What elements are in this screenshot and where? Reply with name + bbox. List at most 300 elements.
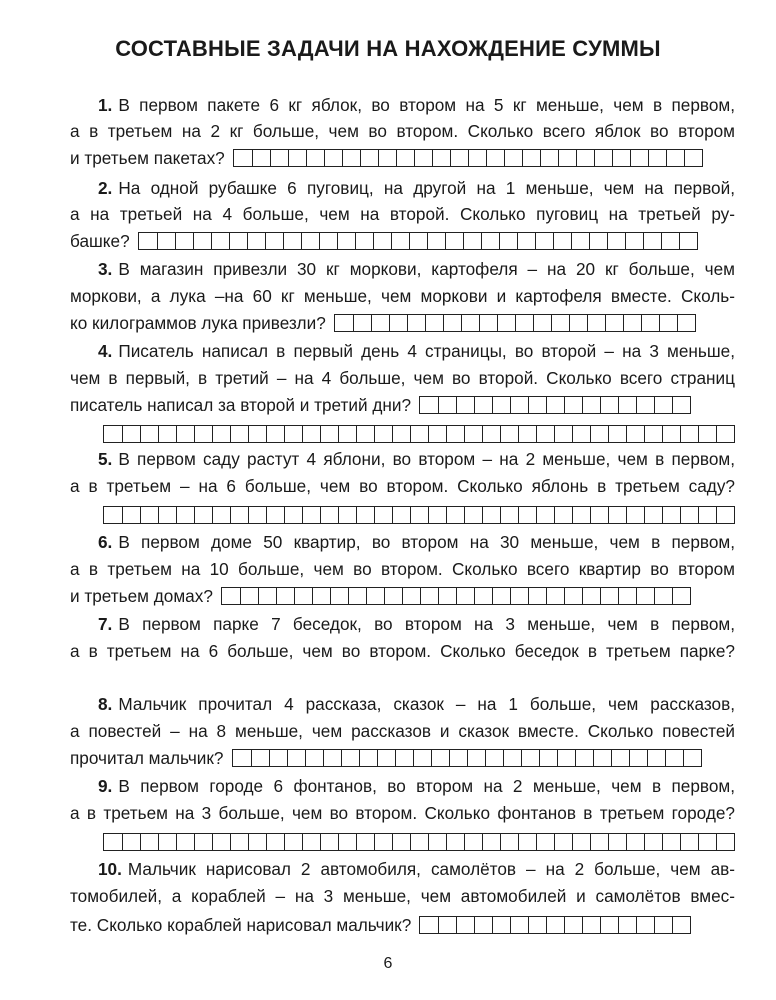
answer-cell[interactable] — [456, 917, 474, 933]
answer-cell[interactable] — [377, 750, 395, 766]
answer-cell[interactable] — [474, 397, 492, 413]
answer-cell[interactable] — [510, 397, 528, 413]
answer-cell[interactable] — [528, 397, 546, 413]
answer-cell[interactable] — [536, 507, 554, 523]
answer-cell[interactable] — [212, 834, 230, 850]
answer-cell[interactable] — [533, 315, 551, 331]
answer-cell[interactable] — [176, 834, 194, 850]
answer-cell[interactable] — [644, 834, 662, 850]
answer-cell[interactable] — [258, 588, 276, 604]
answer-cell[interactable] — [521, 750, 539, 766]
answer-cell[interactable] — [266, 507, 284, 523]
problem-3-line-3 — [70, 310, 735, 336]
answer-cell[interactable] — [312, 588, 330, 604]
answer-cell[interactable] — [269, 750, 287, 766]
answer-cell[interactable] — [536, 834, 554, 850]
answer-cell[interactable] — [464, 834, 482, 850]
answer-cell[interactable] — [572, 834, 590, 850]
problem-8-text-2: а повестей – на 8 меньше, чем рассказов и сказок вместе. Сколько повестей — [70, 721, 735, 741]
answer-cell[interactable] — [420, 917, 438, 933]
answer-cell[interactable] — [672, 588, 690, 604]
answer-cell[interactable] — [564, 917, 582, 933]
answer-cell[interactable] — [414, 150, 432, 166]
answer-cell[interactable] — [569, 315, 587, 331]
problem-7-text-1: В первом парке 7 беседок, во втором на 3 меньше, чем в первом, — [118, 614, 735, 634]
answer-cell[interactable] — [600, 397, 618, 413]
problem-4-text-3: писатель написал за второй и третий дни? — [70, 395, 412, 415]
answer-cell[interactable] — [265, 233, 283, 249]
answer-cell[interactable] — [284, 507, 302, 523]
answer-cell[interactable] — [500, 834, 518, 850]
answer-cell[interactable] — [251, 750, 269, 766]
answer-cell[interactable] — [605, 315, 623, 331]
answer-cell[interactable] — [338, 426, 356, 442]
answer-cell[interactable] — [194, 507, 212, 523]
answer-cell[interactable] — [407, 315, 425, 331]
answer-cell[interactable] — [535, 233, 553, 249]
answer-cell[interactable] — [482, 834, 500, 850]
answer-cell[interactable] — [607, 233, 625, 249]
answer-cell[interactable] — [546, 917, 564, 933]
answer-cell[interactable] — [428, 426, 446, 442]
answer-cell[interactable] — [540, 150, 558, 166]
answer-grid[interactable] — [334, 314, 696, 332]
answer-cell[interactable] — [446, 507, 464, 523]
answer-cell[interactable] — [680, 834, 698, 850]
answer-cell[interactable] — [553, 233, 571, 249]
answer-cell[interactable] — [302, 834, 320, 850]
answer-cell[interactable] — [504, 150, 522, 166]
answer-cell[interactable] — [672, 917, 690, 933]
answer-cell[interactable] — [302, 426, 320, 442]
answer-cell[interactable] — [716, 507, 734, 523]
answer-cell[interactable] — [464, 507, 482, 523]
answer-cell[interactable] — [510, 917, 528, 933]
problem-4-line-3 — [70, 392, 735, 418]
answer-cell[interactable] — [359, 750, 377, 766]
answer-cell[interactable] — [140, 426, 158, 442]
answer-cell[interactable] — [233, 750, 251, 766]
problem-8-line-3 — [70, 745, 735, 771]
answer-cell[interactable] — [600, 917, 618, 933]
problem-4-number: 4. — [98, 341, 113, 361]
answer-cell[interactable] — [431, 750, 449, 766]
answer-cell[interactable] — [492, 397, 510, 413]
answer-cell[interactable] — [230, 426, 248, 442]
answer-cell[interactable] — [698, 507, 716, 523]
answer-cell[interactable] — [500, 426, 518, 442]
answer-cell[interactable] — [587, 315, 605, 331]
answer-cell[interactable] — [482, 426, 500, 442]
answer-cell[interactable] — [672, 397, 690, 413]
answer-cell[interactable] — [384, 588, 402, 604]
answer-grid[interactable] — [221, 587, 691, 605]
problem-1-text-1: В первом пакете 6 кг яблок, во втором на 5 кг меньше, чем в первом, — [118, 95, 735, 115]
answer-cell[interactable] — [467, 750, 485, 766]
answer-cell[interactable] — [320, 834, 338, 850]
answer-cell[interactable] — [600, 588, 618, 604]
answer-cell[interactable] — [536, 426, 554, 442]
answer-cell[interactable] — [287, 750, 305, 766]
answer-cell[interactable] — [194, 834, 212, 850]
answer-cell[interactable] — [575, 750, 593, 766]
answer-cell[interactable] — [234, 150, 252, 166]
problem-1-number: 1. — [98, 95, 113, 115]
answer-cell[interactable] — [211, 233, 229, 249]
answer-cell[interactable] — [392, 426, 410, 442]
answer-cell[interactable] — [319, 233, 337, 249]
answer-cell[interactable] — [554, 507, 572, 523]
answer-cell[interactable] — [139, 233, 157, 249]
answer-cell[interactable] — [157, 233, 175, 249]
answer-cell[interactable] — [618, 397, 636, 413]
answer-cell[interactable] — [680, 507, 698, 523]
answer-cell[interactable] — [176, 507, 194, 523]
answer-cell[interactable] — [432, 150, 450, 166]
answer-cell[interactable] — [446, 426, 464, 442]
answer-cell[interactable] — [594, 150, 612, 166]
answer-cell[interactable] — [554, 426, 572, 442]
answer-cell[interactable] — [464, 426, 482, 442]
answer-cell[interactable] — [557, 750, 575, 766]
answer-cell[interactable] — [479, 315, 497, 331]
answer-cell[interactable] — [389, 315, 407, 331]
answer-cell[interactable] — [608, 507, 626, 523]
answer-cell[interactable] — [551, 315, 569, 331]
answer-cell[interactable] — [371, 315, 389, 331]
answer-cell[interactable] — [554, 834, 572, 850]
answer-cell[interactable] — [302, 507, 320, 523]
answer-cell[interactable] — [572, 426, 590, 442]
answer-cell[interactable] — [438, 917, 456, 933]
answer-cell[interactable] — [266, 834, 284, 850]
answer-grid-row — [103, 833, 735, 851]
answer-cell[interactable] — [353, 315, 371, 331]
answer-cell[interactable] — [485, 750, 503, 766]
answer-cell[interactable] — [392, 834, 410, 850]
answer-cell[interactable] — [240, 588, 258, 604]
answer-cell[interactable] — [276, 588, 294, 604]
answer-cell[interactable] — [576, 150, 594, 166]
answer-cell[interactable] — [420, 397, 438, 413]
answer-cell[interactable] — [446, 834, 464, 850]
answer-cell[interactable] — [636, 917, 654, 933]
answer-cell[interactable] — [391, 233, 409, 249]
answer-cell[interactable] — [428, 834, 446, 850]
answer-cell[interactable] — [518, 834, 536, 850]
answer-cell[interactable] — [636, 588, 654, 604]
answer-cell[interactable] — [666, 150, 684, 166]
answer-cell[interactable] — [335, 315, 353, 331]
answer-cell[interactable] — [194, 426, 212, 442]
answer-cell[interactable] — [558, 150, 576, 166]
answer-cell[interactable] — [528, 917, 546, 933]
problem-2-line-1 — [70, 175, 735, 201]
answer-cell[interactable] — [427, 233, 445, 249]
answer-cell[interactable] — [582, 588, 600, 604]
answer-cell[interactable] — [252, 150, 270, 166]
answer-cell[interactable] — [698, 834, 716, 850]
answer-grid[interactable] — [138, 232, 698, 250]
answer-cell[interactable] — [486, 150, 504, 166]
answer-cell[interactable] — [641, 315, 659, 331]
answer-cell[interactable] — [402, 588, 420, 604]
answer-cell[interactable] — [665, 750, 683, 766]
answer-cell[interactable] — [438, 397, 456, 413]
answer-cell[interactable] — [392, 507, 410, 523]
answer-cell[interactable] — [425, 315, 443, 331]
answer-cell[interactable] — [374, 507, 392, 523]
answer-cell[interactable] — [443, 315, 461, 331]
problem-10-text-1: Мальчик нарисовал 2 автомобиля, самолётов – на 2 больше, чем ав- — [127, 859, 735, 879]
answer-cell[interactable] — [625, 233, 643, 249]
answer-cell[interactable] — [342, 150, 360, 166]
answer-cell[interactable] — [571, 233, 589, 249]
answer-cell[interactable] — [104, 426, 122, 442]
answer-cell[interactable] — [716, 834, 734, 850]
answer-cell[interactable] — [654, 588, 672, 604]
answer-grid[interactable] — [419, 396, 691, 414]
answer-cell[interactable] — [284, 426, 302, 442]
answer-grid[interactable] — [232, 749, 702, 767]
answer-cell[interactable] — [270, 150, 288, 166]
answer-cell[interactable] — [175, 233, 193, 249]
answer-cell[interactable] — [305, 750, 323, 766]
answer-cell[interactable] — [140, 507, 158, 523]
answer-cell[interactable] — [648, 150, 666, 166]
answer-cell[interactable] — [413, 750, 431, 766]
answer-cell[interactable] — [410, 426, 428, 442]
answer-cell[interactable] — [647, 750, 665, 766]
answer-cell[interactable] — [590, 834, 608, 850]
answer-cell[interactable] — [378, 150, 396, 166]
answer-cell[interactable] — [320, 426, 338, 442]
answer-cell[interactable] — [482, 507, 500, 523]
problem-2-text-3: башке? — [70, 231, 130, 251]
answer-cell[interactable] — [680, 426, 698, 442]
answer-cell[interactable] — [497, 315, 515, 331]
answer-cell[interactable] — [463, 233, 481, 249]
answer-cell[interactable] — [355, 233, 373, 249]
answer-cell[interactable] — [492, 588, 510, 604]
answer-cell[interactable] — [593, 750, 611, 766]
problem-7-number: 7. — [98, 614, 113, 634]
problem-9-text-1: В первом городе 6 фонтанов, во втором на 2 меньше, чем в первом, — [118, 776, 735, 796]
answer-cell[interactable] — [330, 588, 348, 604]
answer-cell[interactable] — [140, 834, 158, 850]
problem-1-line-1 — [70, 92, 735, 118]
answer-cell[interactable] — [654, 917, 672, 933]
answer-cell[interactable] — [356, 507, 374, 523]
answer-cell[interactable] — [306, 150, 324, 166]
answer-cell[interactable] — [324, 150, 342, 166]
answer-cell[interactable] — [341, 750, 359, 766]
answer-cell[interactable] — [158, 507, 176, 523]
problem-6-number: 6. — [98, 532, 113, 552]
answer-cell[interactable] — [222, 588, 240, 604]
answer-cell[interactable] — [474, 917, 492, 933]
answer-cell[interactable] — [338, 834, 356, 850]
problem-1-line-3 — [70, 145, 735, 171]
answer-cell[interactable] — [546, 397, 564, 413]
answer-grid[interactable] — [103, 506, 735, 524]
answer-cell[interactable] — [212, 426, 230, 442]
answer-cell[interactable] — [456, 588, 474, 604]
answer-cell[interactable] — [410, 507, 428, 523]
answer-cell[interactable] — [356, 834, 374, 850]
answer-cell[interactable] — [396, 150, 414, 166]
answer-cell[interactable] — [468, 150, 486, 166]
answer-cell[interactable] — [522, 150, 540, 166]
answer-cell[interactable] — [618, 588, 636, 604]
answer-cell[interactable] — [461, 315, 479, 331]
answer-cell[interactable] — [373, 233, 391, 249]
answer-cell[interactable] — [510, 588, 528, 604]
answer-cell[interactable] — [626, 507, 644, 523]
answer-cell[interactable] — [661, 233, 679, 249]
answer-cell[interactable] — [158, 834, 176, 850]
answer-cell[interactable] — [684, 150, 702, 166]
answer-cell[interactable] — [623, 315, 641, 331]
answer-cell[interactable] — [626, 426, 644, 442]
answer-cell[interactable] — [518, 426, 536, 442]
answer-cell[interactable] — [611, 750, 629, 766]
answer-cell[interactable] — [122, 426, 140, 442]
answer-cell[interactable] — [474, 588, 492, 604]
problem-10-line-3 — [70, 912, 735, 938]
answer-cell[interactable] — [716, 426, 734, 442]
answer-cell[interactable] — [582, 917, 600, 933]
answer-cell[interactable] — [612, 150, 630, 166]
answer-cell[interactable] — [572, 507, 590, 523]
answer-cell[interactable] — [360, 150, 378, 166]
answer-cell[interactable] — [636, 397, 654, 413]
page-number: 6 — [383, 955, 393, 972]
answer-cell[interactable] — [456, 397, 474, 413]
answer-cell[interactable] — [320, 507, 338, 523]
answer-cell[interactable] — [445, 233, 463, 249]
answer-cell[interactable] — [630, 150, 648, 166]
answer-cell[interactable] — [284, 834, 302, 850]
answer-cell[interactable] — [294, 588, 312, 604]
answer-cell[interactable] — [528, 588, 546, 604]
answer-cell[interactable] — [176, 426, 194, 442]
answer-cell[interactable] — [348, 588, 366, 604]
answer-cell[interactable] — [288, 150, 306, 166]
answer-cell[interactable] — [500, 507, 518, 523]
answer-cell[interactable] — [374, 834, 392, 850]
answer-cell[interactable] — [248, 426, 266, 442]
answer-cell[interactable] — [283, 233, 301, 249]
answer-cell[interactable] — [590, 507, 608, 523]
answer-cell[interactable] — [212, 507, 230, 523]
answer-grid[interactable] — [419, 916, 691, 934]
answer-cell[interactable] — [366, 588, 384, 604]
answer-cell[interactable] — [659, 315, 677, 331]
answer-cell[interactable] — [420, 588, 438, 604]
answer-cell[interactable] — [449, 750, 467, 766]
answer-cell[interactable] — [337, 233, 355, 249]
answer-cell[interactable] — [481, 233, 499, 249]
answer-cell[interactable] — [662, 426, 680, 442]
answer-cell[interactable] — [564, 397, 582, 413]
answer-cell[interactable] — [230, 507, 248, 523]
answer-cell[interactable] — [662, 834, 680, 850]
answer-cell[interactable] — [644, 426, 662, 442]
answer-cell[interactable] — [654, 397, 672, 413]
answer-cell[interactable] — [517, 233, 535, 249]
answer-cell[interactable] — [193, 233, 211, 249]
answer-cell[interactable] — [338, 507, 356, 523]
answer-cell[interactable] — [546, 588, 564, 604]
answer-cell[interactable] — [518, 507, 536, 523]
answer-cell[interactable] — [683, 750, 701, 766]
answer-cell[interactable] — [590, 426, 608, 442]
answer-cell[interactable] — [503, 750, 521, 766]
answer-cell[interactable] — [248, 834, 266, 850]
answer-cell[interactable] — [499, 233, 517, 249]
answer-cell[interactable] — [229, 233, 247, 249]
answer-cell[interactable] — [626, 834, 644, 850]
answer-cell[interactable] — [428, 507, 446, 523]
answer-cell[interactable] — [323, 750, 341, 766]
answer-cell[interactable] — [662, 507, 680, 523]
answer-cell[interactable] — [266, 426, 284, 442]
answer-cell[interactable] — [582, 397, 600, 413]
problem-2-text-2: а на третьей на 4 больше, чем на второй. Сколько пуговиц на третьей ру- — [70, 204, 735, 224]
answer-cell[interactable] — [644, 507, 662, 523]
answer-cell[interactable] — [589, 233, 607, 249]
answer-cell[interactable] — [539, 750, 557, 766]
answer-cell[interactable] — [698, 426, 716, 442]
answer-grid[interactable] — [233, 149, 703, 167]
answer-cell[interactable] — [122, 507, 140, 523]
answer-cell[interactable] — [374, 426, 392, 442]
answer-cell[interactable] — [395, 750, 413, 766]
answer-cell[interactable] — [629, 750, 647, 766]
answer-cell[interactable] — [248, 507, 266, 523]
answer-cell[interactable] — [230, 834, 248, 850]
answer-cell[interactable] — [679, 233, 697, 249]
answer-cell[interactable] — [608, 834, 626, 850]
answer-cell[interactable] — [564, 588, 582, 604]
answer-cell[interactable] — [301, 233, 319, 249]
problem-9-text-2: а в третьем на 3 больше, чем во втором. Сколько фонтанов в третьем городе? — [70, 803, 735, 823]
problem-4-text-1: Писатель написал в первый день 4 страницы, во второй – на 3 меньше, — [118, 341, 735, 361]
answer-cell[interactable] — [356, 426, 374, 442]
answer-cell[interactable] — [104, 507, 122, 523]
answer-cell[interactable] — [608, 426, 626, 442]
answer-cell[interactable] — [438, 588, 456, 604]
answer-grid[interactable] — [103, 425, 735, 443]
answer-cell[interactable] — [122, 834, 140, 850]
problem-1-text-2: а в третьем на 2 кг больше, чем во втором. Сколько всего яблок во втором — [70, 121, 735, 141]
problem-8-number: 8. — [98, 694, 113, 714]
answer-cell[interactable] — [409, 233, 427, 249]
answer-cell[interactable] — [515, 315, 533, 331]
answer-cell[interactable] — [618, 917, 636, 933]
answer-cell[interactable] — [104, 834, 122, 850]
answer-cell[interactable] — [247, 233, 265, 249]
answer-cell[interactable] — [158, 426, 176, 442]
answer-cell[interactable] — [643, 233, 661, 249]
answer-cell[interactable] — [450, 150, 468, 166]
answer-cell[interactable] — [677, 315, 695, 331]
answer-grid[interactable] — [103, 833, 735, 851]
answer-cell[interactable] — [492, 917, 510, 933]
answer-cell[interactable] — [410, 834, 428, 850]
answer-grid-row — [103, 425, 735, 443]
